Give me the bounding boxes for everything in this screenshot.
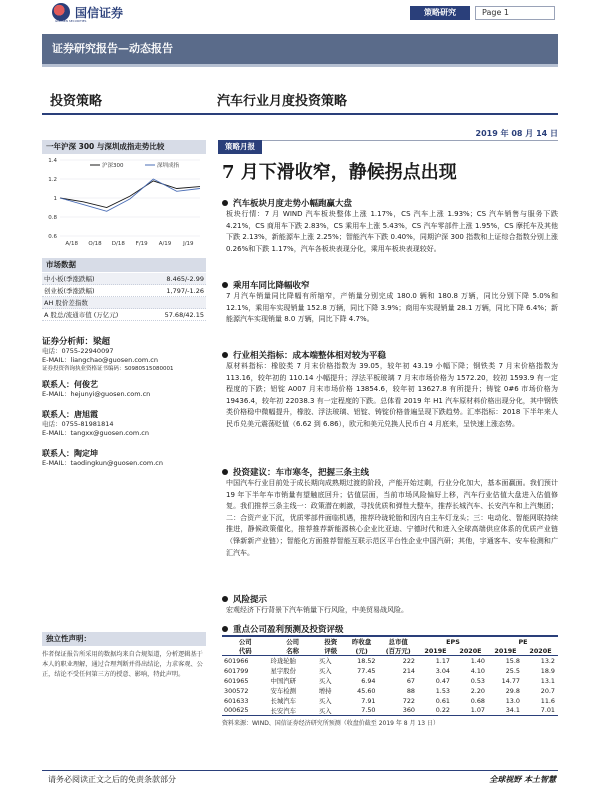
table-cell: 星宇股份 bbox=[270, 667, 297, 675]
section-heading bbox=[222, 348, 558, 361]
table-cell: 7.91 bbox=[361, 696, 376, 705]
market-row-value: 1,797/-1.26 bbox=[166, 287, 204, 295]
col-header: 总市值 bbox=[378, 636, 418, 646]
market-data-table bbox=[42, 273, 206, 321]
chart-x-tick-label: J/19 bbox=[183, 241, 194, 247]
table-cell: 买入 bbox=[318, 697, 332, 705]
table-cell: 18.9 bbox=[540, 666, 555, 675]
chart-y-tick-label: 1.4 bbox=[48, 158, 57, 164]
section-industry-indicators bbox=[222, 348, 558, 431]
analyst-block bbox=[42, 409, 206, 438]
section-body: 板块行情：7 月 WIND 汽车板块整体上涨 1.17%，CS 汽车上涨 1.93%；CS 汽车销售与服务下跌 4.21%，CS 商用车下跌 2.83%，CS 乘用车上涨 5.43%，CS 汽车零部件上涨 1.95%，CS 摩托车及其他下跌 2.13%，新能源车上涨 2.25%；智能汽车下跌 0.40%，同期沪深 300 指数和上证综合指数分别上涨 0.26%和下跌 1.17%，汽车各板块表现分化，乘用车板块表现较好。 bbox=[226, 210, 558, 253]
col-subheader: 2020E bbox=[453, 646, 488, 656]
market-data-header: 市场数据 bbox=[42, 258, 206, 272]
contact-role: 联系人： bbox=[42, 409, 74, 419]
analyst-name-text: 梁超 bbox=[93, 337, 111, 347]
bullet-icon bbox=[222, 352, 228, 358]
section-title: 风险提示 bbox=[233, 594, 268, 605]
table-cell: 0.22 bbox=[418, 706, 453, 716]
footer-divider bbox=[42, 770, 558, 771]
chart-y-tick-label: 0.8 bbox=[48, 215, 57, 221]
table-source: 资料来源：WIND、国信证券经济研究所预测（收盘价截至 2019 年 8 月 13 日） bbox=[222, 720, 439, 727]
col-header-eps: EPS bbox=[418, 636, 488, 646]
section-investment-advice bbox=[222, 465, 558, 559]
market-row-label: 创业板(季涨跌幅) bbox=[44, 287, 95, 295]
chart-legend-label: 沪深300 bbox=[102, 163, 124, 169]
table-cell: 长城汽车 bbox=[270, 697, 297, 705]
col-header: 投资 bbox=[317, 636, 345, 646]
table-cell: 2.20 bbox=[470, 686, 485, 695]
table-cell: 增持 bbox=[318, 687, 332, 695]
market-row-label: A 股总/流通市值 (万亿元) bbox=[44, 311, 119, 319]
col-header: 公司 bbox=[268, 636, 316, 646]
col-subheader: (百万元) bbox=[378, 646, 418, 656]
contact-role: 联系人： bbox=[42, 448, 74, 458]
table-cell: 29.8 bbox=[505, 686, 520, 695]
index-comparison-chart bbox=[42, 154, 206, 254]
section-title: 投资建议：车市寒冬，把握三条主线 bbox=[233, 467, 370, 478]
market-row-value: 57.68/42.15 bbox=[164, 311, 204, 319]
table-cell: 88 bbox=[406, 686, 415, 695]
table-cell: 1.40 bbox=[470, 656, 485, 665]
strategy-row bbox=[42, 85, 558, 115]
table-cell: 0.61 bbox=[435, 696, 450, 705]
col-header-pe: PE bbox=[488, 636, 558, 646]
market-row bbox=[42, 309, 206, 321]
table-cell: 77.45 bbox=[357, 666, 376, 675]
section-heading bbox=[222, 465, 558, 478]
table-cell: 18.52 bbox=[357, 656, 376, 665]
analyst-phone: 电话：0755-22940097 bbox=[42, 347, 114, 355]
footer-slogan: 全球视野 本土智慧 bbox=[489, 774, 556, 784]
col-subheader: 2020E bbox=[523, 646, 558, 656]
col-header: 昨收盘 bbox=[345, 636, 379, 646]
analyst-name bbox=[42, 335, 206, 347]
table-cell: 67 bbox=[406, 676, 415, 685]
bullet-icon bbox=[222, 282, 228, 288]
table-cell: 7.50 bbox=[345, 706, 379, 716]
market-row-value: 8.465/-2.99 bbox=[166, 275, 204, 283]
col-header: 公司 bbox=[222, 636, 268, 646]
section-risk bbox=[222, 592, 558, 617]
contact-email[interactable]: E-MAIL：taodingkun@guosen.com.cn bbox=[42, 459, 163, 467]
page-number: Page 1 bbox=[475, 6, 555, 20]
bullet-icon bbox=[222, 626, 228, 632]
col-subheader: 名称 bbox=[268, 646, 316, 656]
table-cell: 601799 bbox=[224, 666, 249, 675]
table-cell: 34.1 bbox=[488, 706, 523, 716]
section-heading bbox=[222, 196, 558, 209]
chart-header: 一年沪深 300 与深圳成指走势比较 bbox=[42, 140, 206, 154]
table-row bbox=[222, 666, 558, 676]
table-cell: 222 bbox=[402, 656, 415, 665]
contact-email[interactable]: E-MAIL：hejunyi@guosen.com.cn bbox=[42, 390, 151, 398]
section-title: 乘用车同比降幅收窄 bbox=[233, 280, 310, 291]
market-row bbox=[42, 285, 206, 297]
table-cell: 1.53 bbox=[435, 686, 450, 695]
contact-name bbox=[42, 448, 206, 459]
table-cell: 14.77 bbox=[501, 676, 520, 685]
section-title: 行业相关指标：成本端整体相对较为平稳 bbox=[233, 350, 387, 361]
banner-accent bbox=[42, 64, 558, 67]
table-body bbox=[222, 656, 558, 716]
table-cell: 214 bbox=[402, 666, 415, 675]
table-row bbox=[222, 676, 558, 686]
chart-svg bbox=[42, 154, 206, 254]
table-cell: 买入 bbox=[318, 667, 332, 675]
report-banner: 证券研究报告—动态报告 bbox=[42, 34, 558, 64]
col-subheader: 评级 bbox=[317, 646, 345, 656]
logo-text: 国信证券 bbox=[75, 5, 124, 20]
chart-y-tick-label: 1 bbox=[53, 196, 57, 202]
table-cell: 601965 bbox=[224, 676, 249, 685]
table-cell: 买入 bbox=[317, 706, 345, 716]
chart-x-tick-label: O/18 bbox=[88, 241, 102, 247]
page-header bbox=[0, 0, 600, 28]
bullet-icon bbox=[222, 200, 228, 206]
market-row bbox=[42, 297, 206, 309]
report-tag: 策略月报 bbox=[218, 140, 262, 154]
table-cell: 3.04 bbox=[435, 666, 450, 675]
table-cell: 0.47 bbox=[435, 676, 450, 685]
table-cell: 6.94 bbox=[361, 676, 376, 685]
col-subheader: (元) bbox=[345, 646, 379, 656]
chart-y-tick-label: 1.2 bbox=[48, 177, 57, 183]
contact-email[interactable]: E-MAIL：tangxx@guosen.com.cn bbox=[42, 429, 149, 437]
section-heading bbox=[222, 622, 558, 635]
market-row-label: 中小板(季涨跌幅) bbox=[44, 275, 95, 283]
earnings-forecast-section bbox=[222, 622, 558, 727]
chart-x-tick-label: D/18 bbox=[111, 241, 125, 247]
col-subheader: 2019E bbox=[488, 646, 523, 656]
table-cell: 45.60 bbox=[357, 686, 376, 695]
section-sector-performance bbox=[222, 196, 558, 255]
analyst-license: 证券投资咨询执业资格证书编码：S0980515080001 bbox=[42, 366, 174, 372]
table-row bbox=[222, 686, 558, 696]
chart-x-tick-label: A/19 bbox=[158, 241, 172, 247]
analyst-role: 证券分析师： bbox=[42, 337, 94, 347]
table-cell: 000625 bbox=[222, 706, 268, 716]
table-cell: 长安汽车 bbox=[268, 706, 316, 716]
table-cell: 25.5 bbox=[505, 666, 520, 675]
table-cell: 722 bbox=[402, 696, 415, 705]
table-cell: 7.01 bbox=[523, 706, 558, 716]
table-cell: 360 bbox=[378, 706, 418, 716]
section-body: 7 月汽车销量同比降幅有所缩窄，产销量分别完成 180.0 辆和 180.8 万辆，同比分别下降 5.0%和 12.1%，乘用车实现销量 152.8 万辆，同比下降 3.9%；商用车实现销量 28.1 万辆，同比下降 6.4%；新能源汽车实现销量 8.0 万辆，同比下降 4.7%。 bbox=[226, 292, 558, 324]
chart-x-tick-label: F/19 bbox=[135, 241, 148, 247]
chart-legend-label: 深圳成指 bbox=[157, 163, 180, 169]
analyst-block bbox=[42, 448, 206, 468]
analyst-block bbox=[42, 335, 206, 374]
market-row-label: AH 股价差指数 bbox=[44, 299, 88, 307]
table-title: 重点公司盈利预测及投资评级 bbox=[233, 624, 344, 635]
table-cell: 玲珑轮胎 bbox=[270, 657, 297, 666]
table-cell: 4.10 bbox=[470, 666, 485, 675]
table-row bbox=[222, 696, 558, 706]
table-cell: 0.53 bbox=[470, 676, 485, 685]
table-cell: 安车检测 bbox=[270, 687, 297, 695]
logo-subtext: GUOSEN SECURITIES bbox=[55, 19, 87, 23]
table-cell: 11.6 bbox=[540, 696, 555, 705]
strategy-label: 投资策略 bbox=[50, 94, 103, 109]
chart-y-tick-label: 0.6 bbox=[48, 234, 57, 240]
contact-role: 联系人： bbox=[42, 379, 74, 389]
table-cell: 601966 bbox=[224, 656, 249, 665]
analyst-block bbox=[42, 379, 206, 399]
independence-statement: 作者保证报告所采用的数据均来自合规渠道，分析逻辑基于本人的职业理解，通过合理判断并得出结论，力求客观、公正，结论不受任何第三方的授意、影响，特此声明。 bbox=[42, 651, 203, 678]
table-cell: 601633 bbox=[224, 696, 249, 705]
table-row bbox=[222, 656, 558, 666]
disclaimer-header: 独立性声明： bbox=[42, 632, 206, 646]
contact-phone: 电话：0755-81981814 bbox=[42, 420, 114, 428]
section-body: 中国汽车行业目前处于成长期向成熟期过渡的阶段，产能开始过剩，行业分化加大，基本面羸面。我们预计 19 年下半年车市销量有望触底回升；估值层面，当前市场风险偏好上移，汽车行业估值大盘进入估值修复。我们推荐三条主线一：政策潜在刺激，寻找优质和弹性大整车，推荐长城汽车、长安汽车和上汽集团；二：合资产业下沉，优质零部件面临机遇，推荐玲珑轮胎和因内自主车灯龙头；三：电动化、智能网联持续推进，静候政策催化，推荐推荐新能源核心企业比亚迪、宁德时代和进入全球高端供应体系的优质产业链（锋新新产业链）；智能化方面推荐智能互联示范区平台性企业中国汽研；其他，宇通客车、安车检测和广汇汽车。 bbox=[226, 479, 558, 557]
table-header-row bbox=[222, 636, 558, 646]
table-header-row bbox=[222, 646, 558, 656]
table-cell: 中国汽研 bbox=[270, 677, 297, 685]
report-title: 汽车行业月度投资策略 bbox=[217, 94, 348, 109]
analyst-email[interactable]: E-MAIL：liangchao@guosen.com.cn bbox=[42, 356, 158, 364]
contact-name-text: 何俊艺 bbox=[74, 379, 98, 389]
headline: 7 月下滑收窄，静候拐点出现 bbox=[222, 162, 457, 183]
table-cell: 13.0 bbox=[505, 696, 520, 705]
market-row bbox=[42, 273, 206, 285]
section-passenger-cars bbox=[222, 278, 558, 326]
table-cell: 买入 bbox=[318, 677, 332, 685]
report-type-tag: 策略研究 bbox=[410, 6, 470, 20]
contact-name bbox=[42, 409, 206, 420]
contact-name-text: 陶定坤 bbox=[74, 448, 98, 458]
table-cell: 买入 bbox=[318, 657, 332, 666]
table-cell: 1.07 bbox=[453, 706, 488, 716]
earnings-forecast-table bbox=[222, 635, 558, 716]
table-cell: 20.7 bbox=[540, 686, 555, 695]
section-title: 汽车板块月度走势小幅跑赢大盘 bbox=[233, 198, 353, 209]
contact-name-text: 唐旭霞 bbox=[74, 409, 98, 419]
footer-disclaimer: 请务必阅读正文之后的免责条款部分 bbox=[48, 775, 176, 784]
table-cell: 13.2 bbox=[540, 656, 555, 665]
bullet-icon bbox=[222, 469, 228, 475]
table-cell: 1.17 bbox=[435, 656, 450, 665]
col-subheader: 2019E bbox=[418, 646, 453, 656]
table-cell: 0.68 bbox=[470, 696, 485, 705]
analyst-contacts bbox=[42, 335, 206, 473]
table-cell: 300572 bbox=[224, 686, 249, 695]
section-heading bbox=[222, 278, 558, 291]
table-cell: 15.8 bbox=[505, 656, 520, 665]
bullet-icon bbox=[222, 596, 228, 602]
section-body: 宏观经济下行背景下汽车销量下行风险，中美贸易战风险。 bbox=[226, 606, 408, 614]
chart-series-line bbox=[60, 179, 200, 211]
contact-name bbox=[42, 379, 206, 390]
section-body: 原材料指标：橡胶类 7 月末价格指数为 39.05，较年初 43.19 小幅下降；钢铁类 7 月末价格指数为 113.16，较年初的 110.14 小幅提升；浮法平板玻璃 7 月末市场价格为 1572.20，较初 1593.9 有一定程度的下跌；铝锭 A007 月末市场价格 13854.6，较年初 13627.8 有所提升；铸锭 0#6 市场价格为 19436.4，较年初 22038.3 有一定程度的下跌。总体看 2019 年 H1 汽车原材料价格出现分化，其中钢铁类价格稳中微幅提升，橡胶、浮法玻璃、铝锭、铸锭价格普遍呈现下跌趋势。汇率指标：2018 下半年来人民币兑美元震荡贬值（6.62 到 6.86），欧元和美元兑换人民币白 4 月底来，呈快速上涨态势。 bbox=[226, 362, 558, 428]
table-row bbox=[222, 706, 558, 716]
section-heading bbox=[222, 592, 558, 605]
table-cell: 13.1 bbox=[540, 676, 555, 685]
col-subheader: 代码 bbox=[222, 646, 268, 656]
report-date: 2019 年 08 月 14 日 bbox=[218, 128, 558, 141]
chart-x-tick-label: A/18 bbox=[65, 241, 78, 247]
